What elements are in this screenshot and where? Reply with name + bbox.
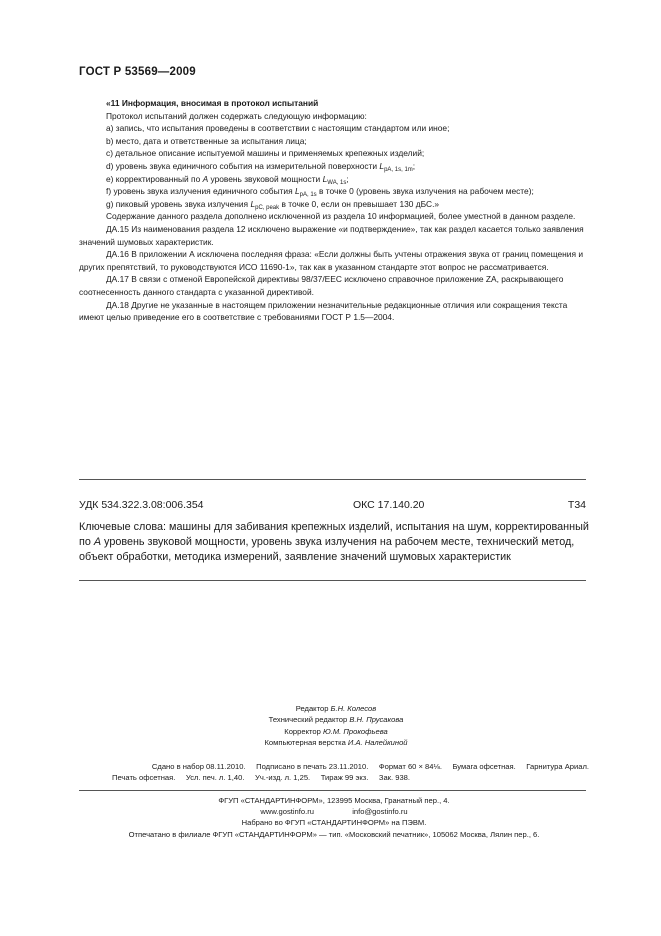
list-item-g: g) пиковый уровень звука излучения $L_{pC, peak}$ в точке 0, если он превышает 130 дБС.»	[106, 198, 440, 211]
imprint-line-2: Печать офсетная. Усл. печ. л. 1,40. Уч.-изд. л. 1,25. Тираж 99 экз. Зак. 938.	[112, 773, 411, 783]
list-item-f: f) уровень звука излучения единичного события $L_{pA, 1s}$ в точке 0 (уровень звука излучения на рабочем месте);	[106, 186, 534, 199]
divider-top	[79, 479, 586, 480]
section-block	[79, 97, 587, 324]
credit-tech-editor: Технический редактор В.Н. Прусакова	[268, 715, 404, 725]
list-item-c: c) детальное описание испытуемой машины и применяемых крепежных изделий;	[106, 148, 425, 159]
publisher-printed: Отпечатано в филиале ФГУП «СТАНДАРТИНФОРМ» — тип. «Московский печатник», 105062 Москва, Лялин пер., 6.	[128, 829, 540, 839]
publisher-contacts	[79, 806, 589, 817]
imprint-block	[79, 761, 589, 784]
credit-proofreader: Корректор Ю.М. Прокофьева	[284, 726, 388, 736]
publisher-site-link[interactable]: www.gostinfo.ru	[260, 807, 314, 817]
section-title: «11 Информация, вносимая в протокол испытаний	[106, 98, 319, 108]
paragraph-content-note: Содержание данного раздела дополнено исключенной из раздела 10 информацией, более уместной в данном разделе.	[106, 211, 576, 222]
list-item-e: e) корректированный по A уровень звуковой мощности $L_{WA, 1s}$;	[106, 173, 349, 186]
credits-block	[186, 703, 486, 748]
paragraph-da18: ДА.18 Другие не указанные в настоящем приложении незначительные редакционные отличия или сокращения текста имеют целью приведение его в соответствие с требованиями ГОСТ Р 1.5—2004.	[79, 299, 568, 323]
section-intro: Протокол испытаний должен содержать следующую информацию:	[106, 110, 367, 121]
paragraph-da17: ДА.17 В связи с отменой Европейской директивы 98/37/ЕЕС исключено справочное приложение ZA, раскрывающего соотнесенность данного стандарта с указанной директивой.	[79, 274, 564, 297]
divider-imprint	[79, 790, 586, 791]
udk-code: УДК 534.322.3.08:006.354	[79, 499, 204, 511]
document-id: ГОСТ Р 53569—2009	[79, 66, 196, 78]
publisher-address: ФГУП «СТАНДАРТИНФОРМ», 123995 Москва, Гранатный пер., 4.	[218, 796, 450, 805]
group-code: Т34	[567, 499, 586, 511]
publisher-typeset: Набрано во ФГУП «СТАНДАРТИНФОРМ» на ПЭВМ.	[241, 818, 427, 828]
paragraph-da16: ДА.16 В приложении А исключена последняя фраза: «Если должны быть учтены отражения звука от границ помещения и других препятствий, то руководствуются ИСО 11690-1», так как в указанном стандарте этот вопрос не рассматривается.	[79, 249, 584, 272]
list-item-d: d) уровень звука единичного события на измерительной поверхности $L_{pA, 1s, 1m}$;	[106, 160, 416, 173]
publisher-block	[79, 795, 589, 840]
list-item-a: a) запись, что испытания проведены в соответствии с настоящим стандартом или иное;	[106, 123, 450, 134]
oks-code: ОКС 17.140.20	[353, 499, 425, 511]
imprint-line-1: Сдано в набор 08.11.2010. Подписано в печать 23.11.2010. Формат 60 × 84⅛. Бумага офсетная. Гарнитура Ариал.	[151, 762, 589, 771]
publisher-email-link[interactable]: info@gostinfo.ru	[352, 807, 408, 817]
credit-layout: Компьютерная верстка И.А. Налейкиной	[264, 737, 408, 747]
credit-editor: Редактор Б.Н. Колесов	[295, 704, 377, 713]
divider-keywords	[79, 580, 586, 581]
keywords: Ключевые слова: машины для забивания крепежных изделий, испытания на шум, корректированный по A уровень звуковой мощности, уровень звука излучения на рабочем месте, технический метод, объект обработки, методика измерений, заявление значений шумовых характеристик	[79, 521, 589, 563]
paragraph-da15: ДА.15 Из наименования раздела 12 исключено выражение «и подтверждение», так как раздел касается только заявления значений шумовых характеристик.	[79, 223, 584, 247]
list-item-b: b) место, дата и ответственные за испытания лица;	[106, 135, 307, 146]
